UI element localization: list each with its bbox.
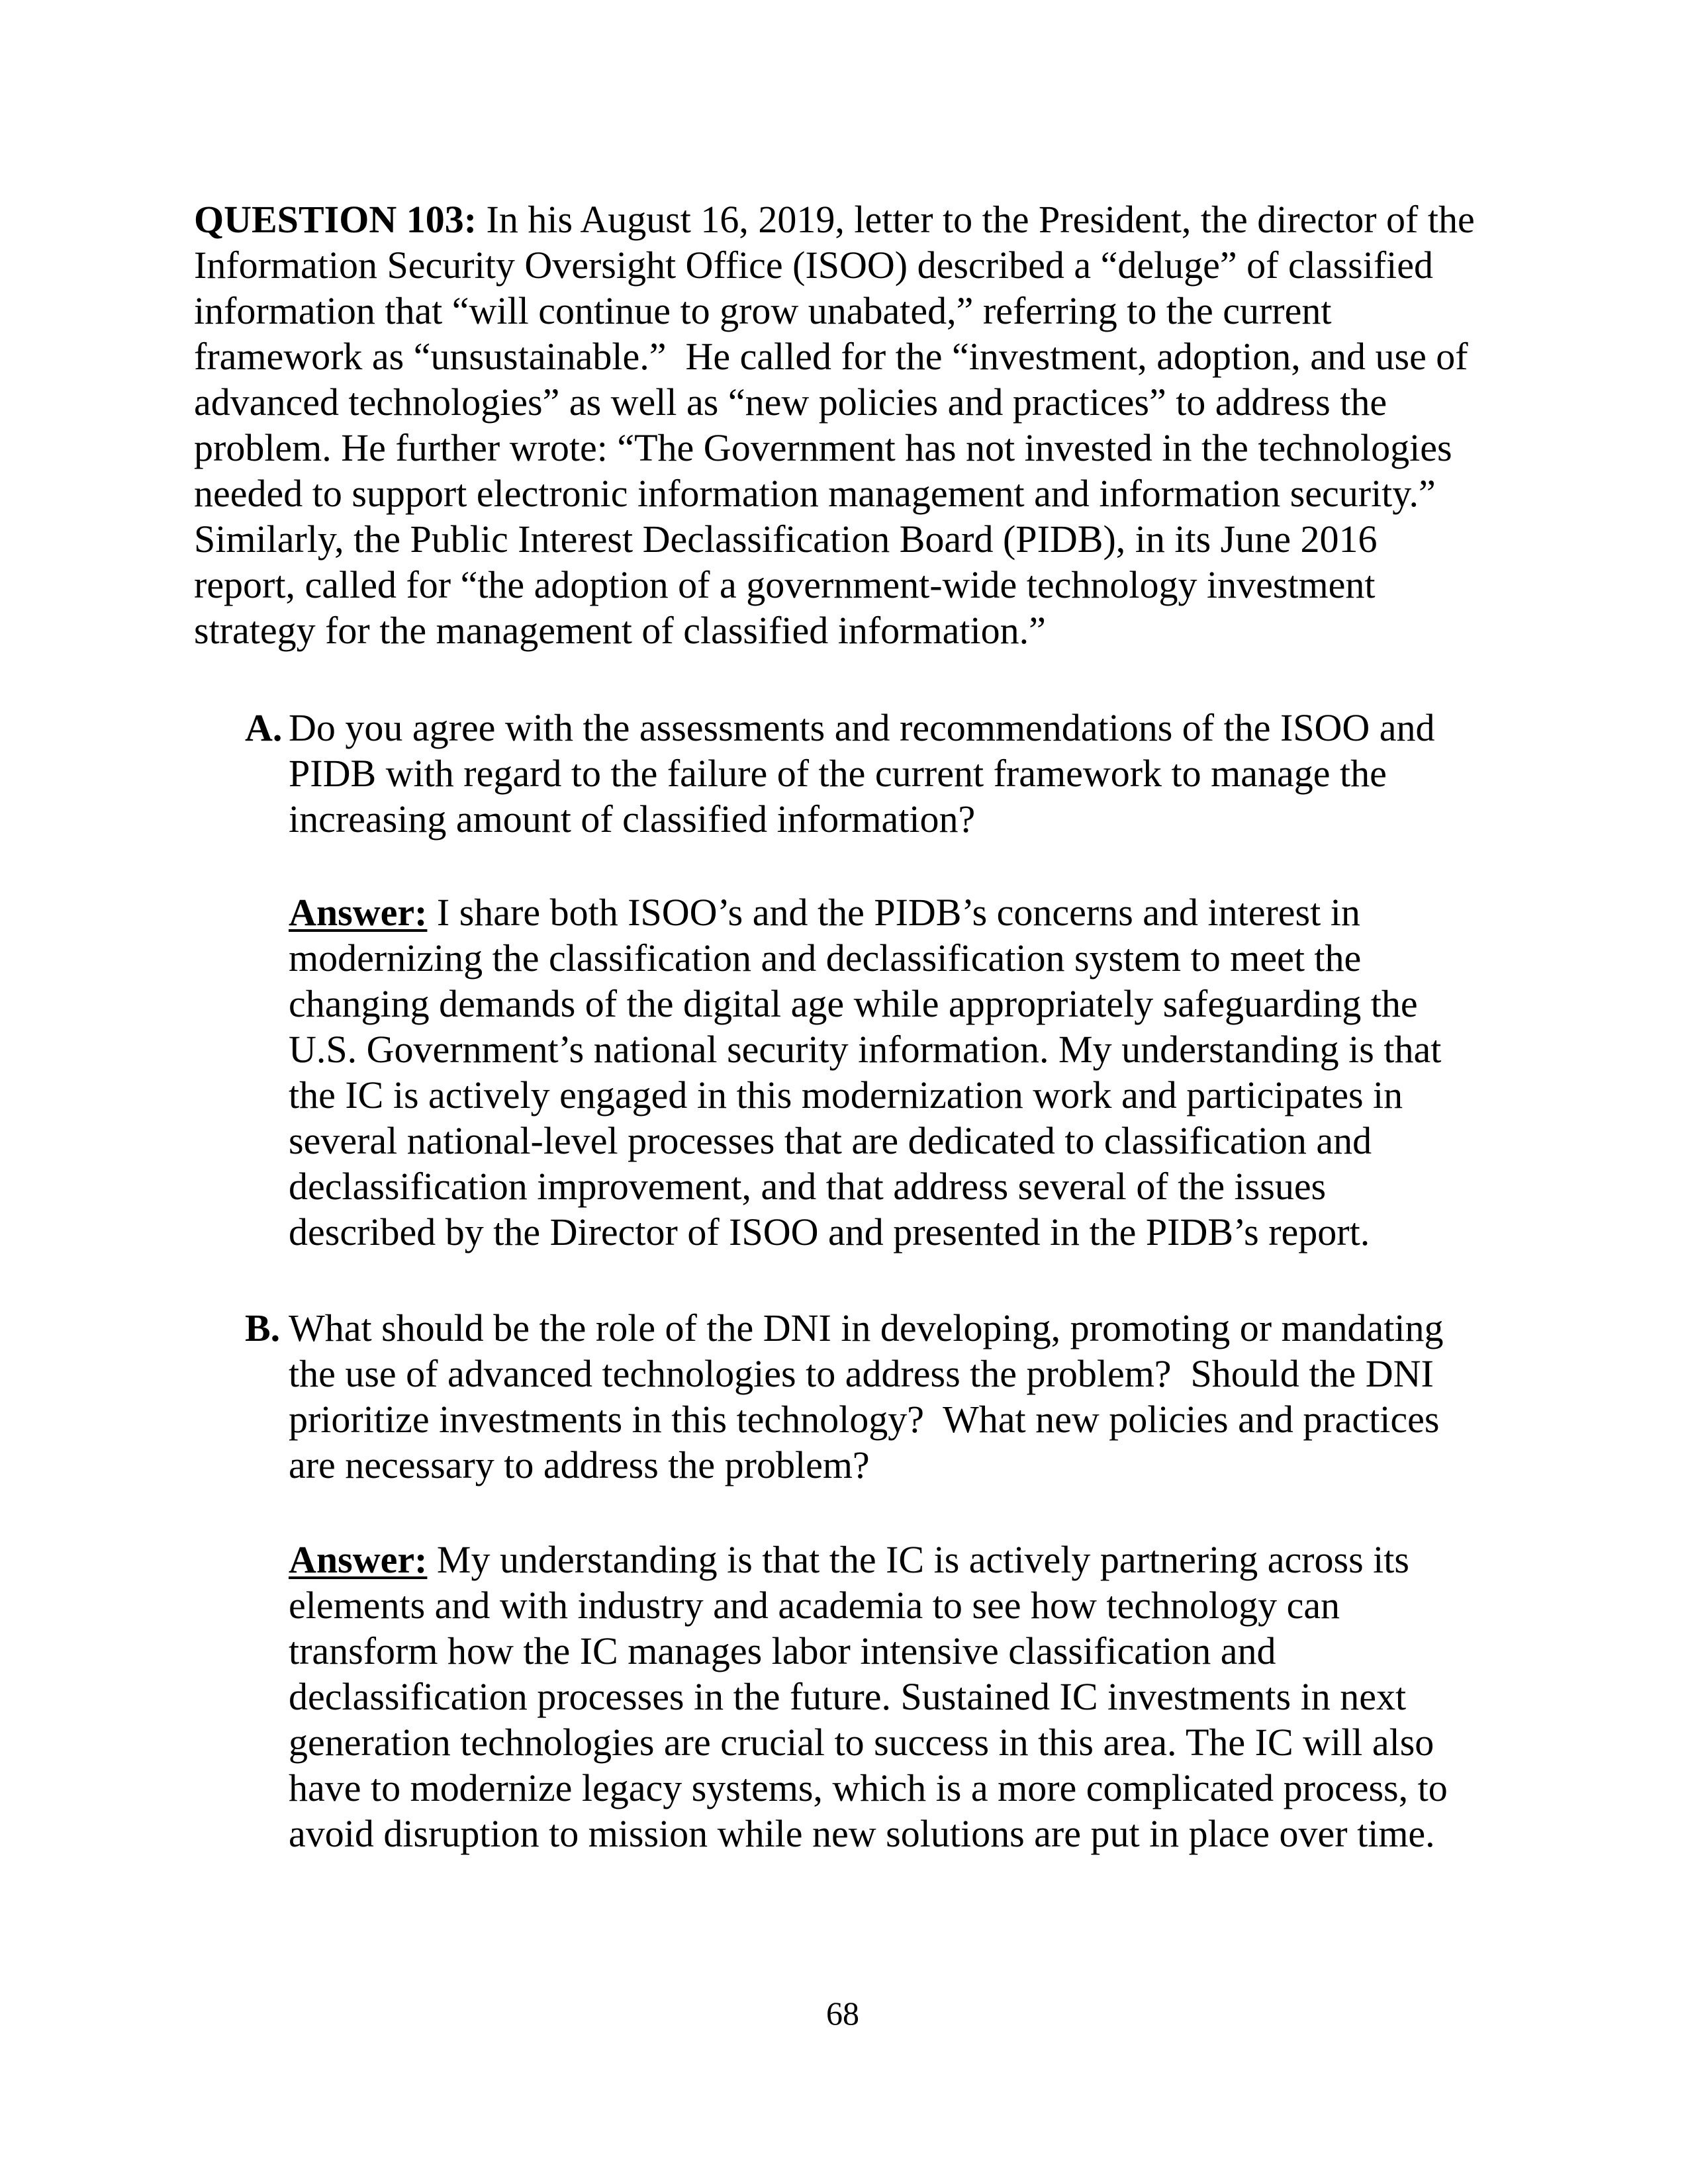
answer-line: transform how the IC manages labor intensive classification and: [289, 1629, 1276, 1672]
question-line: report, called for “the adoption of a government-wide technology investment: [194, 563, 1376, 606]
answer-label: Answer:: [289, 891, 428, 934]
answer-line: U.S. Government’s national security information. My understanding is that: [289, 1028, 1442, 1071]
question-line: advanced technologies” as well as “new policies and practices” to address the: [194, 381, 1387, 424]
question-line: Similarly, the Public Interest Declassification Board (PIDB), in its June 2016: [194, 518, 1378, 561]
subquestion-marker: A.: [245, 706, 283, 749]
page-number: 68: [826, 1995, 859, 2032]
answer-line: generation technologies are crucial to success in this area. The IC will also: [289, 1721, 1434, 1764]
answer-line: declassification processes in the future. Sustained IC investments in next: [289, 1675, 1407, 1718]
answer-line: the IC is actively engaged in this modernization work and participates in: [289, 1073, 1403, 1116]
question-line: information that “will continue to grow unabated,” referring to the current: [194, 289, 1332, 332]
subquestion-marker: B.: [245, 1306, 281, 1349]
subquestion-line: PIDB with regard to the failure of the current framework to manage the: [289, 752, 1387, 795]
question-line: Information Security Oversight Office (ISOO) described a “deluge” of classified: [194, 244, 1434, 287]
question-line: strategy for the management of classified information.”: [194, 609, 1046, 652]
question-line: framework as “unsustainable.” He called for the “investment, adoption, and use of: [194, 335, 1468, 378]
answer-label: Answer:: [289, 1538, 428, 1581]
answer-line: described by the Director of ISOO and presented in the PIDB’s report.: [289, 1210, 1370, 1253]
answer-line: declassification improvement, and that address several of the issues: [289, 1165, 1327, 1208]
answer-line: modernizing the classification and declassification system to meet the: [289, 936, 1362, 979]
answer-line: several national-level processes that are dedicated to classification and: [289, 1119, 1372, 1162]
question-line: QUESTION 103: In his August 16, 2019, letter to the President, the director of the: [194, 198, 1475, 241]
answer-line: avoid disruption to mission while new solutions are put in place over time.: [289, 1812, 1435, 1855]
question-line: needed to support electronic information management and information security.”: [194, 472, 1436, 515]
question-label: QUESTION 103:: [194, 198, 477, 241]
answer-line: Answer: I share both ISOO’s and the PIDB’s concerns and interest in: [289, 891, 1360, 934]
subquestion-line: are necessary to address the problem?: [289, 1443, 870, 1486]
subquestion-line: the use of advanced technologies to address the problem? Should the DNI: [289, 1352, 1434, 1395]
subquestion-line: Do you agree with the assessments and recommendations of the ISOO and: [289, 706, 1435, 749]
answer-line: changing demands of the digital age while appropriately safeguarding the: [289, 982, 1418, 1025]
answer-line: have to modernize legacy systems, which is a more complicated process, to: [289, 1766, 1448, 1809]
subquestion-line: prioritize investments in this technology? What new policies and practices: [289, 1398, 1440, 1441]
subquestion-line: increasing amount of classified information?: [289, 797, 976, 841]
answer-line: elements and with industry and academia to see how technology can: [289, 1584, 1340, 1627]
question-line: problem. He further wrote: “The Government has not invested in the technologies: [194, 426, 1452, 469]
answer-line: Answer: My understanding is that the IC is actively partnering across its: [289, 1538, 1409, 1581]
subquestion-line: What should be the role of the DNI in developing, promoting or mandating: [289, 1306, 1444, 1349]
